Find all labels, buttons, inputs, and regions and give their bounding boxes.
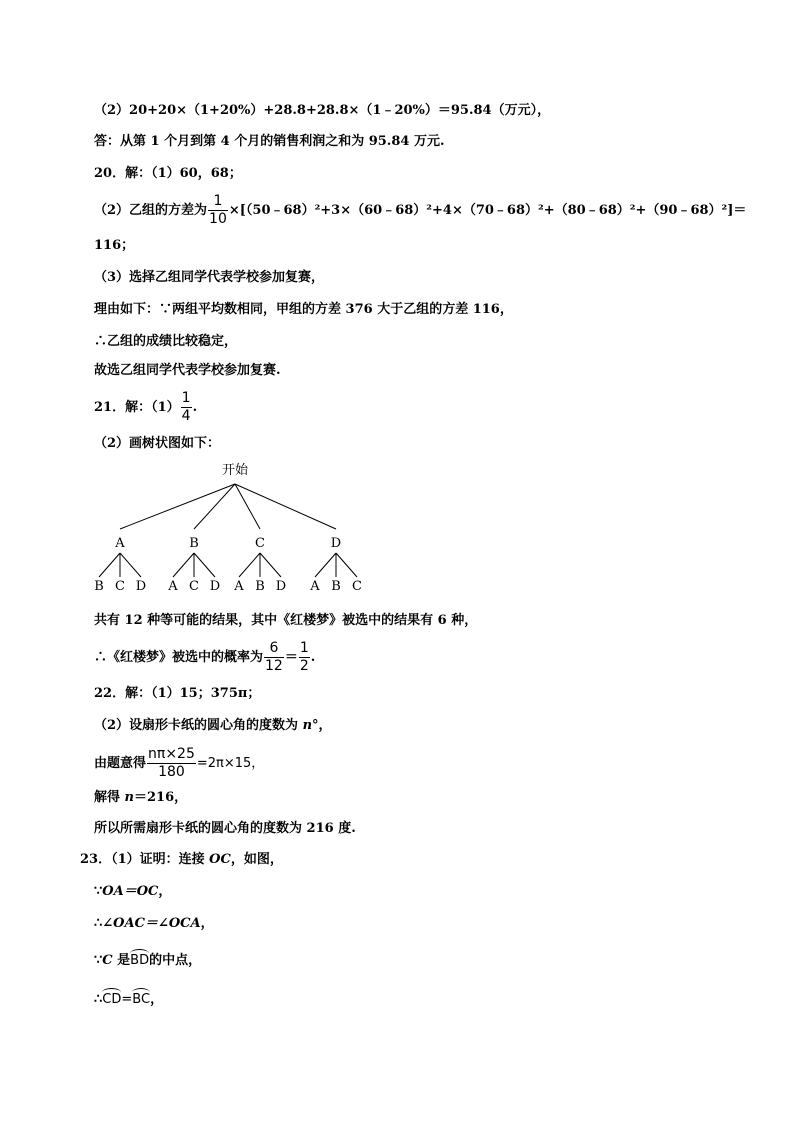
text: ， <box>150 992 164 1007</box>
numerator: 1 <box>299 640 309 656</box>
answer-22-part1 <box>94 686 260 702</box>
tree-edge-B-A <box>173 553 194 577</box>
tree-edge-D-A <box>315 553 336 577</box>
tree-labels <box>94 463 362 594</box>
answer-22-equation <box>94 746 264 781</box>
text: （2）设扇形卡纸的圆心角的度数为 <box>94 718 303 733</box>
tree-leaf-C-A: A <box>234 579 244 594</box>
tree-edge-root-D <box>235 484 336 529</box>
arc-bd: BD <box>130 949 149 969</box>
text: 故选乙组同学代表学校参加复赛. <box>94 363 281 378</box>
text: ＝216， <box>133 790 188 805</box>
fraction-6-12 <box>264 640 284 675</box>
text: 20．解：（1）60，68； <box>94 166 242 181</box>
tree-node-B: B <box>189 536 199 551</box>
text: （2）20+20×（1+20%）+28.8+28.8×（1﹣20%）＝95.84（万元）， <box>94 103 551 118</box>
fraction-npi25-180 <box>147 746 196 781</box>
tree-leaf-D-A: A <box>310 579 320 594</box>
denominator: 4 <box>181 408 191 424</box>
tree-leaf-B-A: A <box>168 579 178 594</box>
numerator: 6 <box>264 640 284 658</box>
text: =2π×15， <box>196 756 265 771</box>
text: °， <box>312 718 332 733</box>
point-c: C <box>102 953 113 968</box>
tree-edge-root-C <box>235 484 260 529</box>
arc-bc: BC <box>132 988 150 1008</box>
tree-node-D: D <box>330 536 342 551</box>
tree-node-C: C <box>255 536 265 551</box>
equation: OA＝OC <box>102 884 159 899</box>
denominator: 10 <box>209 211 227 227</box>
tree-edge-B-D <box>194 553 215 577</box>
text: . <box>310 650 316 665</box>
text: 22．解：（1）15；375π； <box>94 686 261 701</box>
tree-edge-root-A <box>120 484 235 529</box>
text: ∴《红楼梦》被选中的概率为 <box>94 650 264 665</box>
tree-leaf-D-C: C <box>352 579 362 594</box>
text: 理由如下：∵两组平均数相同，甲组的方差 376 大于乙组的方差 116， <box>94 302 513 317</box>
tree-edge-root-B <box>194 484 235 529</box>
variable-n: n <box>302 718 313 733</box>
answer-23-arc-eq <box>94 988 163 1008</box>
segment-oc: OC <box>209 852 231 867</box>
text: 是 <box>112 953 131 968</box>
tree-leaf-A-D: D <box>135 579 147 594</box>
therefore-symbol: ∴ <box>94 992 103 1007</box>
text: 答：从第 1 个月到第 4 个月的销售利润之和为 95.84 万元. <box>94 134 445 149</box>
text: ， <box>158 884 172 899</box>
equals-sign: = <box>121 992 133 1007</box>
answer-22-part2 <box>94 718 332 734</box>
answer-22-conclusion <box>94 821 356 837</box>
text: （2）乙组的方差为 <box>94 203 208 218</box>
tree-edge-A-B <box>99 553 120 577</box>
because-symbol: ∵ <box>94 953 103 968</box>
tree-edge-C-A <box>239 553 260 577</box>
numerator: 1 <box>208 193 228 211</box>
therefore-symbol: ∴ <box>94 916 103 931</box>
text: 共有 12 种等可能的结果，其中《红楼梦》被选中的结果有 6 种， <box>94 613 478 628</box>
tree-edges <box>99 484 357 577</box>
text: 21．解：（1） <box>94 400 180 415</box>
tree-leaf-C-B: B <box>255 579 265 594</box>
tree-leaf-A-B: B <box>94 579 104 594</box>
text: 解得 <box>94 790 125 805</box>
tree-leaf-A-C: C <box>115 579 125 594</box>
text: ×[（50﹣68）²+3×（60﹣68）²+4×（70﹣68）²+（80﹣68）²+（90﹣68）²]＝ <box>228 203 747 218</box>
denominator: 12 <box>265 658 283 674</box>
text: 由题意得 <box>94 756 147 771</box>
answer-23-part1 <box>80 852 283 868</box>
variable-n: n <box>124 790 134 805</box>
because-symbol: ∵ <box>94 884 103 899</box>
tree-edge-A-D <box>120 553 141 577</box>
text: 116； <box>94 238 135 253</box>
equals-sign: ＝ <box>284 650 298 665</box>
denominator: 2 <box>299 658 309 674</box>
text: ，如图， <box>230 852 283 867</box>
text: 所以所需扇形卡纸的圆心角的度数为 216 度. <box>94 821 356 836</box>
arc-cd: CD <box>102 988 121 1008</box>
text: （3）选择乙组同学代表学校参加复赛， <box>94 270 325 285</box>
answer-22-solution <box>94 790 187 806</box>
tree-root-label: 开始 <box>221 463 249 478</box>
text: 的中点， <box>149 953 202 968</box>
denominator: 180 <box>158 764 185 780</box>
tree-node-A: A <box>115 536 125 551</box>
equation: ∠OAC＝∠OCA <box>102 916 201 931</box>
text: ， <box>200 916 214 931</box>
numerator: nπ×25 <box>148 746 195 762</box>
numerator: 1 <box>181 390 191 406</box>
answer-23-angle-eq <box>94 916 214 932</box>
text: ∴乙组的成绩比较稳定， <box>94 334 238 349</box>
text: . <box>192 400 198 415</box>
fraction-1-2 <box>299 640 310 675</box>
text: （2）画树状图如下： <box>94 436 221 451</box>
tree-edge-C-D <box>260 553 281 577</box>
tree-leaf-D-B: B <box>331 579 341 594</box>
answer-23-oa-eq-oc <box>94 884 171 900</box>
tree-leaf-B-C: C <box>189 579 199 594</box>
answer-23-midpoint <box>94 949 201 969</box>
text: 23．（1）证明：连接 <box>80 852 210 867</box>
answer-21-outcomes <box>94 613 477 629</box>
tree-edge-D-C <box>336 553 357 577</box>
tree-leaf-B-D: D <box>209 579 221 594</box>
answer-21-probability <box>94 640 315 675</box>
tree-leaf-C-D: D <box>275 579 287 594</box>
